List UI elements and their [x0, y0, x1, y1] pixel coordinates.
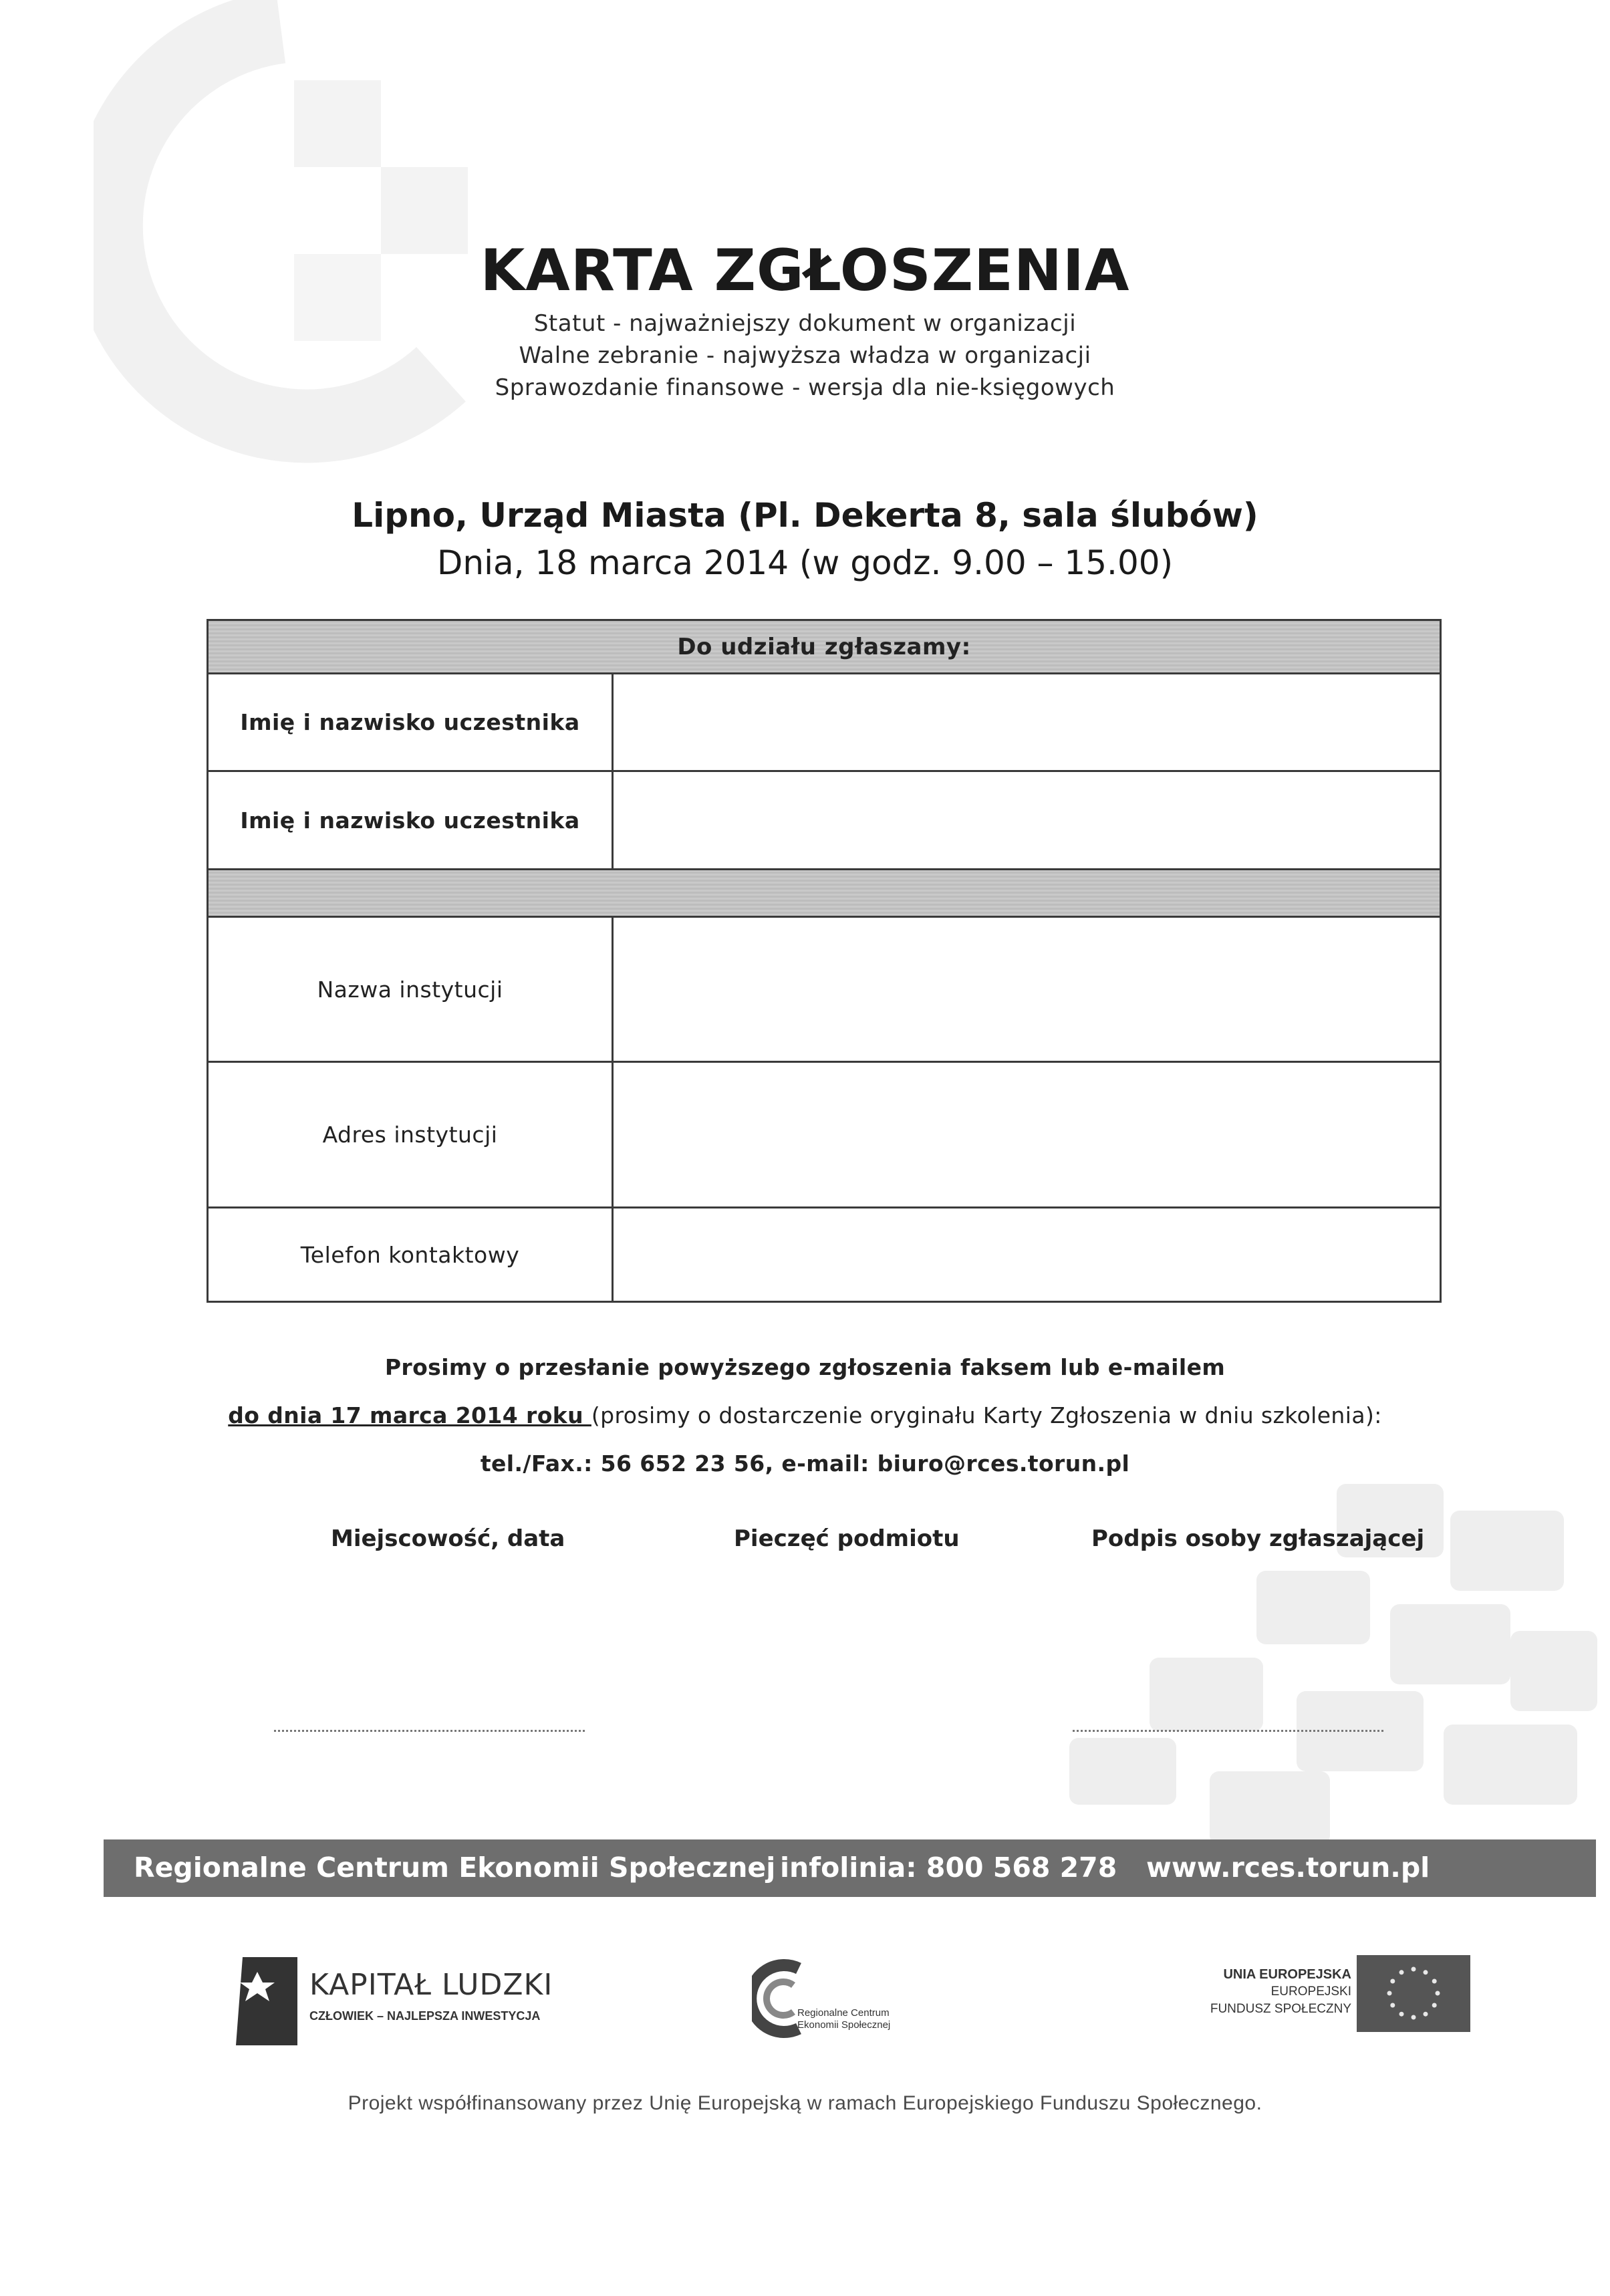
eu-star-icon [1390, 2003, 1395, 2008]
eu-star-icon [1399, 1970, 1404, 1974]
venue-info [0, 491, 1610, 586]
contact-phone-field[interactable] [616, 1208, 1440, 1301]
eu-star-icon [1412, 1967, 1416, 1972]
subtitle-line: Walne zebranie - najwyższa władza w organizacji [519, 342, 1091, 369]
project-funding-note: Projekt współfinansowany przez Unię Europejską w ramach Europejskiego Funduszu Społecznego. [348, 2092, 1262, 2114]
kapital-ludzki-subtitle: CZŁOWIEK – NAJLEPSZA INWESTYCJA [309, 2009, 541, 2023]
eu-logo [1163, 1955, 1470, 2035]
deadline-line [0, 1392, 1610, 1440]
contact-phone-label: Telefon kontaktowy [209, 1208, 614, 1301]
form-header-band [209, 621, 1440, 674]
deadline-text: do dnia 17 marca 2014 roku [228, 1402, 591, 1428]
eu-logo-line1: UNIA EUROPEJSKA [1223, 1967, 1351, 1982]
institution-row [209, 1063, 1440, 1208]
form-separator-band [209, 868, 1440, 918]
venue-location: Lipno, Urząd Miasta (Pl. Dekerta 8, sala ślubów) [352, 496, 1258, 535]
document-header [0, 234, 1610, 404]
submission-notes [0, 1344, 1610, 1488]
institution-name-field[interactable] [616, 918, 1440, 1061]
kapital-ludzki-title: KAPITAŁ LUDZKI [309, 1968, 553, 2002]
participant-name-label: Imię i nazwisko uczestnika [209, 772, 614, 868]
eu-star-icon [1432, 2003, 1437, 2008]
participant-name-field[interactable] [616, 674, 1440, 770]
institution-address-label: Adres instytucji [209, 1063, 614, 1206]
place-date-label: Miejscowość, data [331, 1525, 565, 1552]
stamp-label: Pieczęć podmiotu [734, 1525, 960, 1552]
institution-row [209, 918, 1440, 1063]
document-title: KARTA ZGŁOSZENIA [480, 237, 1130, 304]
deadline-note: (prosimy o dostarczenie oryginału Karty Zgłoszenia w dniu szkolenia): [591, 1402, 1382, 1428]
participant-name-label: Imię i nazwisko uczestnika [209, 674, 614, 770]
eu-star-icon [1387, 1991, 1392, 1996]
footer-website[interactable]: www.rces.torun.pl [1146, 1852, 1430, 1884]
institution-address-field[interactable] [616, 1063, 1440, 1206]
eu-flag-icon [1357, 1955, 1470, 2032]
institution-row [209, 1208, 1440, 1301]
participant-row [209, 772, 1440, 868]
participant-name-field[interactable] [616, 772, 1440, 868]
eu-star-icon [1432, 1979, 1437, 1984]
registration-form-table [207, 619, 1442, 1303]
puzzle-watermark-icon [989, 1457, 1604, 1872]
footer-bar [104, 1839, 1596, 1897]
rces-logo-line2: Ekonomii Społecznej [797, 2019, 891, 2031]
kapital-ludzki-logo [231, 1952, 605, 2045]
signature-label: Podpis osoby zgłaszającej [1091, 1525, 1425, 1552]
eu-star-icon [1390, 1979, 1395, 1984]
eu-star-icon [1424, 1970, 1428, 1974]
place-date-signature-line [274, 1730, 585, 1732]
kapital-ludzki-emblem-icon [231, 1952, 297, 2045]
eu-star-icon [1399, 2012, 1404, 2017]
eu-logo-line3: FUNDUSZ SPOŁECZNY [1210, 2002, 1351, 2016]
footer-infoline: infolinia: 800 568 278 [780, 1852, 1117, 1884]
rces-logo-text [797, 2007, 890, 2031]
eu-star-icon [1424, 2012, 1428, 2017]
eu-logo-text [1210, 1966, 1351, 2018]
signature-line [1073, 1730, 1383, 1732]
eu-logo-line2: EUROPEJSKI [1270, 1985, 1351, 1999]
subtitle-line: Sprawozdanie finansowe - wersja dla nie-księgowych [495, 374, 1115, 401]
rces-logo [752, 1955, 926, 2049]
eu-star-icon [1436, 1991, 1440, 1996]
form-header-label: Do udziału zgłaszamy: [677, 633, 971, 660]
event-date: Dnia, 18 marca 2014 (w godz. 9.00 – 15.00) [436, 543, 1174, 582]
subtitle-line: Statut - najważniejszy dokument w organizacji [533, 310, 1077, 337]
submission-instruction: Prosimy o przesłanie powyższego zgłoszenia faksem lub e-mailem [384, 1354, 1226, 1380]
rces-logo-line1: Regionalne Centrum [797, 2007, 890, 2019]
participant-row [209, 674, 1440, 772]
institution-name-label: Nazwa instytucji [209, 918, 614, 1061]
contact-info: tel./Fax.: 56 652 23 56, e-mail: biuro@rces.torun.pl [480, 1450, 1130, 1477]
eu-star-icon [1412, 2015, 1416, 2020]
footer-org-name: Regionalne Centrum Ekonomii Społecznej [134, 1852, 776, 1884]
